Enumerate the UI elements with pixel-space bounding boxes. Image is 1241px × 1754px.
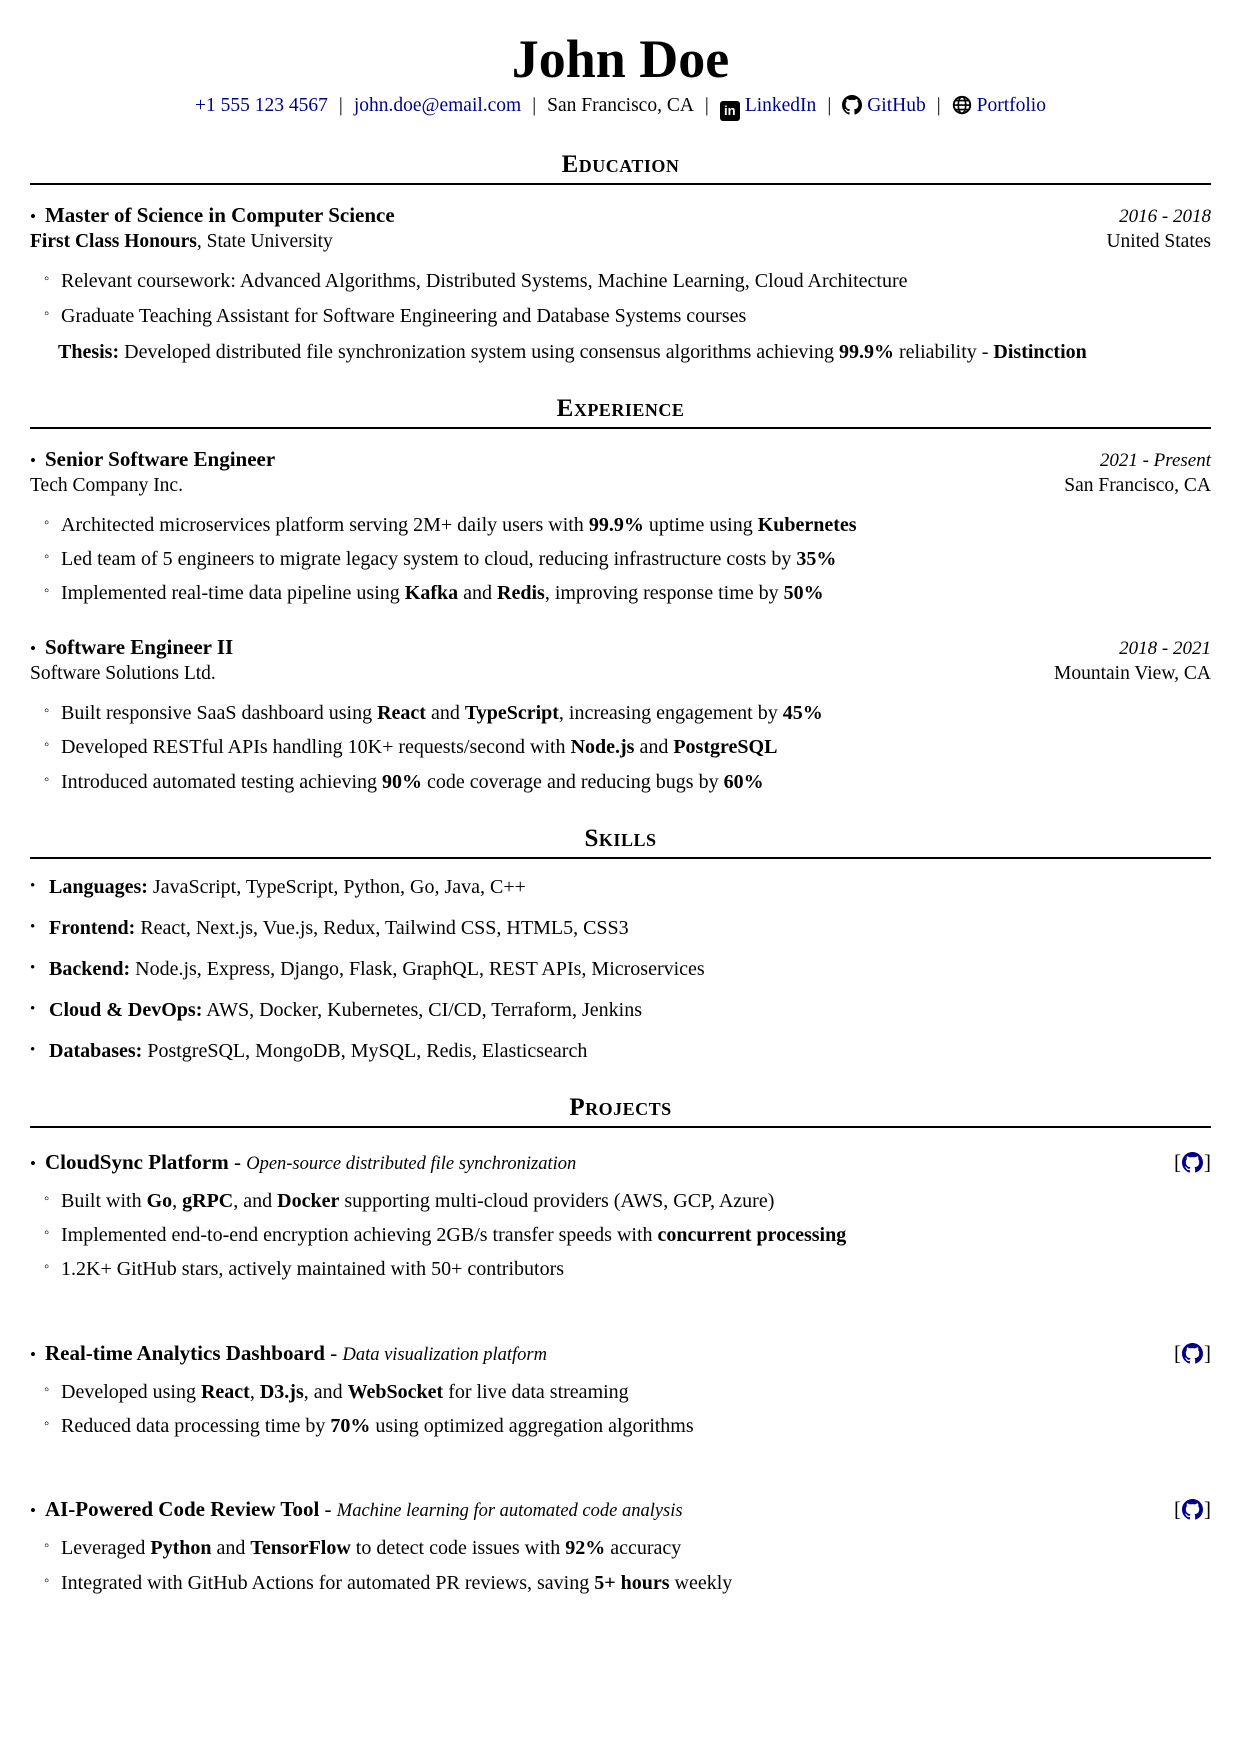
project-entry [30, 1341, 1211, 1440]
project-bullets [44, 1379, 1211, 1440]
bullet-item [44, 1188, 1211, 1214]
bullet-icon: • [30, 450, 36, 470]
bracket-open: [ [1174, 1340, 1181, 1365]
circle-bullet-icon: ◦ [44, 271, 50, 288]
job-title: Software Engineer II [44, 634, 234, 659]
circle-bullet-icon: ◦ [44, 1572, 50, 1589]
bullet-icon: • [30, 1041, 36, 1058]
contact-separator: | [704, 95, 709, 117]
job-bullets [44, 700, 1211, 795]
bullet-item [44, 268, 1211, 294]
bullet-text: Led team of 5 engineers to migrate legacy system to cloud, reducing infrastructure costs by 35% [61, 548, 837, 571]
experience-entry [30, 447, 1211, 607]
job-location: San Francisco, CA [1064, 474, 1211, 496]
bullet-icon: • [30, 877, 36, 894]
contact-separator: | [532, 95, 537, 117]
bullet-icon: • [30, 1344, 36, 1364]
company-name: Software Solutions Ltd. [30, 662, 216, 684]
bullet-icon: • [30, 959, 36, 976]
section-experience [30, 395, 1211, 795]
bullet-icon: • [30, 1000, 36, 1017]
date-range: 2016 - 2018 [1119, 206, 1211, 228]
circle-bullet-icon: ◦ [44, 771, 50, 788]
circle-bullet-icon: ◦ [44, 305, 50, 322]
skill-text: Backend: Node.js, Express, Django, Flask, GraphQL, REST APIs, Microservices [49, 957, 705, 980]
bullet-icon: • [30, 207, 36, 227]
skills-list [30, 874, 1211, 1064]
location-text: San Francisco, CA [547, 95, 694, 117]
project-bullets [44, 1535, 1211, 1596]
education-bullets [44, 268, 1211, 365]
education-entry [30, 203, 1211, 365]
date-range: 2021 - Present [1099, 449, 1211, 471]
skill-text: Cloud & DevOps: AWS, Docker, Kubernetes, CI/CD, Terraform, Jenkins [49, 998, 642, 1021]
bullet-item [44, 734, 1211, 760]
circle-bullet-icon: ◦ [44, 1190, 50, 1207]
bullet-item [44, 1535, 1211, 1561]
bullet-item [44, 303, 1211, 329]
project-bullets [44, 1188, 1211, 1283]
section-education [30, 151, 1211, 365]
entry-location: United States [1106, 231, 1211, 253]
job-location: Mountain View, CA [1054, 662, 1211, 684]
bullet-text: Relevant coursework: Advanced Algorithms, Distributed Systems, Machine Learning, Cloud Architecture [61, 270, 908, 293]
skill-item [30, 997, 1211, 1023]
section-rule [30, 427, 1211, 429]
portfolio-link[interactable] [952, 95, 1046, 116]
project-entry [30, 1150, 1211, 1283]
date-range: 2018 - 2021 [1119, 637, 1211, 659]
project-title: CloudSync Platform - Open-source distributed file synchronization [44, 1149, 577, 1174]
bullet-icon: • [30, 1153, 36, 1173]
circle-bullet-icon: ◦ [44, 514, 50, 531]
section-title-projects: Projects [569, 1093, 672, 1121]
project-github-link[interactable] [1174, 1150, 1211, 1175]
bracket-open: [ [1174, 1149, 1181, 1174]
section-projects [30, 1094, 1211, 1596]
bullet-text: Integrated with GitHub Actions for automated PR reviews, saving 5+ hours weekly [61, 1571, 733, 1594]
experience-entry [30, 635, 1211, 795]
contact-separator: | [827, 95, 832, 117]
contact-line [30, 95, 1211, 121]
job-bullets [44, 512, 1211, 607]
section-title-experience: Experience [556, 394, 685, 422]
bullet-item [44, 700, 1211, 726]
project-title: AI-Powered Code Review Tool - Machine learning for automated code analysis [44, 1497, 683, 1522]
github-icon [842, 95, 862, 115]
skill-text: Databases: PostgreSQL, MongoDB, MySQL, Redis, Elasticsearch [49, 1039, 588, 1062]
bullet-item [44, 512, 1211, 538]
bullet-text: Developed RESTful APIs handling 10K+ requests/second with Node.js and PostgreSQL [61, 736, 778, 759]
bullet-text: 1.2K+ GitHub stars, actively maintained with 50+ contributors [61, 1258, 565, 1281]
skill-item [30, 956, 1211, 982]
degree-title: Master of Science in Computer Science [44, 203, 395, 228]
github-icon [1182, 1152, 1203, 1173]
bracket-open: [ [1174, 1497, 1181, 1522]
skill-text: Frontend: React, Next.js, Vue.js, Redux, Tailwind CSS, HTML5, CSS3 [49, 916, 629, 939]
section-rule [30, 857, 1211, 859]
circle-bullet-icon: ◦ [44, 583, 50, 600]
section-rule [30, 1126, 1211, 1128]
bullet-item [44, 769, 1211, 795]
project-github-link[interactable] [1174, 1497, 1211, 1522]
bullet-item [44, 1256, 1211, 1282]
bullet-text: Introduced automated testing achieving 90% code coverage and reducing bugs by 60% [61, 770, 764, 793]
bullet-item [44, 1222, 1211, 1248]
email-link[interactable]: john.doe@email.com [353, 95, 522, 117]
circle-bullet-icon: ◦ [44, 702, 50, 719]
section-title-education: Education [561, 151, 680, 179]
bullet-icon: • [30, 1501, 36, 1521]
bullet-item [44, 580, 1211, 606]
linkedin-icon: in [720, 101, 740, 121]
bullet-text: Developed using React, D3.js, and WebSocket for live data streaming [61, 1380, 629, 1403]
skill-item [30, 874, 1211, 900]
bullet-text: Architected microservices platform serving 2M+ daily users with 99.9% uptime using Kubernetes [61, 513, 857, 536]
github-icon [1182, 1499, 1203, 1520]
contact-separator: | [338, 95, 343, 117]
bullet-text: Graduate Teaching Assistant for Software Engineering and Database Systems courses [61, 304, 747, 327]
bullet-item [44, 1413, 1211, 1439]
bracket-close: ] [1204, 1497, 1211, 1522]
bullet-icon: • [30, 918, 36, 935]
skill-text: Languages: JavaScript, TypeScript, Python, Go, Java, C++ [49, 875, 526, 898]
project-title: Real-time Analytics Dashboard - Data visualization platform [44, 1340, 547, 1365]
bullet-icon: • [30, 638, 36, 658]
bullet-item [44, 1379, 1211, 1405]
github-icon [1182, 1343, 1203, 1364]
skill-item [30, 1038, 1211, 1064]
bullet-text: Implemented real-time data pipeline using Kafka and Redis, improving response time by 50% [61, 582, 824, 605]
project-entry [30, 1497, 1211, 1596]
bullet-item [44, 546, 1211, 572]
contact-separator: | [936, 95, 941, 117]
circle-bullet-icon: ◦ [44, 1381, 50, 1398]
bullet-text: Reduced data processing time by 70% using optimized aggregation algorithms [61, 1415, 694, 1438]
linkedin-label: LinkedIn [744, 95, 817, 117]
github-link[interactable] [842, 95, 926, 116]
portfolio-label: Portfolio [976, 95, 1046, 117]
company-name: Tech Company Inc. [30, 474, 183, 496]
bullet-text: Leveraged Python and TensorFlow to detect code issues with 92% accuracy [61, 1537, 682, 1560]
bracket-close: ] [1204, 1340, 1211, 1365]
section-title-skills: Skills [584, 825, 657, 853]
circle-bullet-icon: ◦ [44, 549, 50, 566]
github-label: GitHub [867, 95, 926, 117]
section-rule [30, 183, 1211, 185]
job-title: Senior Software Engineer [44, 446, 276, 471]
skill-item [30, 915, 1211, 941]
globe-icon [952, 95, 972, 115]
bullet-text: Implemented end-to-end encryption achieving 2GB/s transfer speeds with concurrent processing [61, 1223, 847, 1246]
name-title: John Doe [511, 29, 730, 89]
circle-bullet-icon: ◦ [44, 737, 50, 754]
linkedin-link[interactable] [720, 95, 817, 119]
project-github-link[interactable] [1174, 1341, 1211, 1366]
section-skills [30, 825, 1211, 1064]
thesis-line: Thesis: Developed distributed file synchronization system using consensus algorithms achieving 99.9% reliability - Distinction [58, 340, 1087, 363]
circle-bullet-icon: ◦ [44, 1416, 50, 1433]
bullet-text: Built responsive SaaS dashboard using React and TypeScript, increasing engagement by 45% [61, 701, 823, 724]
circle-bullet-icon: ◦ [44, 1259, 50, 1276]
bullet-item [44, 1570, 1211, 1596]
circle-bullet-icon: ◦ [44, 1538, 50, 1555]
honours-line: First Class Honours, State University [30, 231, 333, 253]
phone-link[interactable]: +1 555 123 4567 [195, 95, 328, 117]
circle-bullet-icon: ◦ [44, 1224, 50, 1241]
bullet-text: Built with Go, gRPC, and Docker supporting multi-cloud providers (AWS, GCP, Azure) [61, 1189, 775, 1212]
bracket-close: ] [1204, 1149, 1211, 1174]
